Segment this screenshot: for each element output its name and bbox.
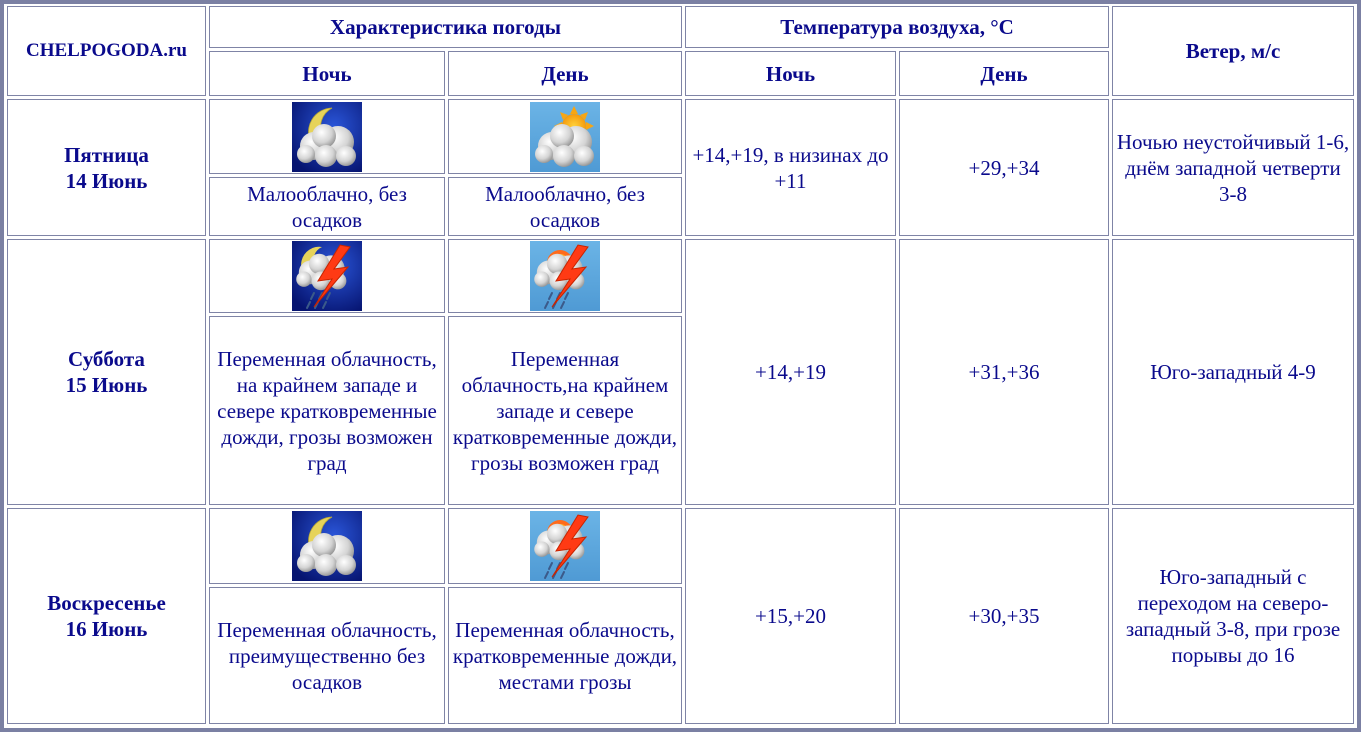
day-label bbox=[7, 239, 206, 505]
weather-day-header: День bbox=[448, 51, 682, 96]
temperature-day: +30,+35 bbox=[899, 508, 1109, 724]
night-description: Переменная облачность, преимущественно без осадков bbox=[209, 587, 445, 724]
table-row bbox=[7, 508, 1354, 584]
date: 15 Июнь bbox=[65, 373, 148, 397]
temperature-night-header: Ночь bbox=[685, 51, 896, 96]
table-row bbox=[7, 239, 1354, 313]
sun-cloudy-icon bbox=[530, 102, 600, 172]
temperature-day-header: День bbox=[899, 51, 1109, 96]
weather-group-header: Характеристика погоды bbox=[209, 6, 682, 48]
moon-cloudy-icon bbox=[292, 102, 362, 172]
night-icon-cell bbox=[209, 508, 445, 584]
weekday: Суббота bbox=[68, 347, 145, 371]
weather-night-header: Ночь bbox=[209, 51, 445, 96]
temperature-day: +31,+36 bbox=[899, 239, 1109, 505]
wind-header: Ветер, м/с bbox=[1112, 6, 1354, 96]
day-description: Переменная облачность, кратковременные дожди, местами грозы bbox=[448, 587, 682, 724]
day-icon-cell bbox=[448, 99, 682, 174]
day-label bbox=[7, 99, 206, 236]
moon-thunderstorm-rain-icon bbox=[292, 241, 362, 311]
temperature-night: +14,+19, в низинах до +11 bbox=[685, 99, 896, 236]
night-description: Переменная облачность, на крайнем западе и севере кратковременные дожди, грозы возможен град bbox=[209, 316, 445, 505]
day-icon-cell bbox=[448, 239, 682, 313]
temperature-night: +15,+20 bbox=[685, 508, 896, 724]
site-brand: CHELPOGODA.ru bbox=[7, 6, 206, 96]
day-icon-cell bbox=[448, 508, 682, 584]
sun-thunderstorm-rain-icon bbox=[530, 511, 600, 581]
temperature-night: +14,+19 bbox=[685, 239, 896, 505]
temperature-group-header: Температура воздуха, °C bbox=[685, 6, 1109, 48]
night-description: Малооблачно, без осадков bbox=[209, 177, 445, 236]
day-description: Малооблачно, без осадков bbox=[448, 177, 682, 236]
temperature-day: +29,+34 bbox=[899, 99, 1109, 236]
day-label bbox=[7, 508, 206, 724]
sun-thunderstorm-rain-icon bbox=[530, 241, 600, 311]
wind-description: Ночью неустойчивый 1-6, днём западной четверти 3-8 bbox=[1112, 99, 1354, 236]
wind-description: Юго-западный с переходом на северо-западный 3-8, при грозе порывы до 16 bbox=[1112, 508, 1354, 724]
table-row bbox=[7, 99, 1354, 174]
wind-description: Юго-западный 4-9 bbox=[1112, 239, 1354, 505]
moon-cloudy-icon bbox=[292, 511, 362, 581]
forecast-table bbox=[4, 3, 1357, 727]
day-description: Переменная облачность,на крайнем западе и севере кратковременные дожди, грозы возможен град bbox=[448, 316, 682, 505]
weekday: Пятница bbox=[64, 142, 149, 167]
date: 16 Июнь bbox=[65, 617, 148, 641]
weekday: Воскресенье bbox=[47, 591, 166, 615]
date: 14 Июнь bbox=[65, 168, 148, 193]
night-icon-cell bbox=[209, 99, 445, 174]
night-icon-cell bbox=[209, 239, 445, 313]
